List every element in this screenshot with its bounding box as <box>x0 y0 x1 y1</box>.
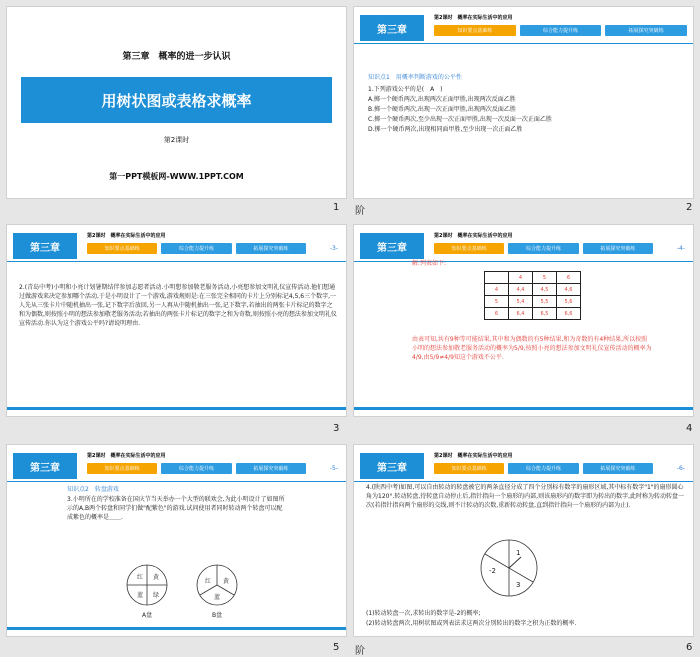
wheel-sector: -2 <box>489 567 496 575</box>
header-rule <box>7 261 346 262</box>
section-tabs <box>434 243 653 254</box>
header-rule <box>354 261 693 262</box>
table-cell: 5 <box>485 296 509 308</box>
slide-number-6: 6 <box>686 642 693 653</box>
tab-basic[interactable]: 知识要点基础练 <box>87 463 157 474</box>
tab-extend[interactable]: 拓展探究突破练 <box>605 25 687 36</box>
spinner-a-sector: 蓝 <box>137 592 144 599</box>
tab-basic[interactable]: 知识要点基础练 <box>434 463 504 474</box>
sub-question-2: (2)转动转盘两次,用树状图或列表法求这两次分别转出的数字之积为正数的概率. <box>366 620 577 627</box>
table-cell: 6,4 <box>509 308 533 320</box>
footer-rule <box>354 407 693 410</box>
lesson-subtitle: 第2课时 概率在实际生活中的应用 <box>434 15 513 21</box>
slide-header <box>354 233 693 259</box>
lesson-label: 第2课时 <box>163 136 190 144</box>
tab-improve[interactable]: 综合能力提升练 <box>161 243 231 254</box>
table-cell: 5 <box>533 272 557 284</box>
spinner-b-sector: 黄 <box>223 578 230 585</box>
section-tabs <box>434 25 687 36</box>
question-4: 4.(陕西中考)如图,可以自由转动的转盘被它的两条直径分成了四个分别标有数字的扇形区域,其中标有数字"1"的扇形圆心角为120°.转动转盘,待转盘自动停止后,指针指向一个扇形的内部,则该扇形内的数字即为转出的数字,此时称为转动转盘一次(若指针指向两个扇形的交线,则不计转动的次数,重新转动转盘,直到指针指向一个扇形的内部为止). <box>366 484 684 509</box>
slide-2[interactable] <box>353 6 694 199</box>
table-cell: 6,6 <box>557 308 581 320</box>
tab-extend[interactable]: 拓展探究突破练 <box>236 463 306 474</box>
wheel-sector: 3 <box>516 581 521 589</box>
slide-number-1: 1 <box>333 202 340 213</box>
wheel-figure <box>474 533 544 603</box>
page-indicator: -5- <box>329 465 338 472</box>
table-row <box>485 296 581 308</box>
tab-improve[interactable]: 综合能力提升练 <box>520 25 602 36</box>
section-tabs <box>87 463 306 474</box>
header-rule <box>354 43 693 44</box>
table-cell: 4,6 <box>557 284 581 296</box>
option-d: D.掷一个硬币两次,出现相同面甲胜,至少出现一次正面乙胜 <box>368 126 523 133</box>
table-cell: 6 <box>557 272 581 284</box>
lesson-subtitle: 第2课时 概率在实际生活中的应用 <box>87 233 166 239</box>
slide-header <box>7 233 346 259</box>
slide-5[interactable] <box>6 444 347 637</box>
tab-improve[interactable]: 综合能力提升练 <box>508 463 578 474</box>
option-c: C.掷一个硬币两次,至少出现一次正面甲胜,出现一次反面一次正面乙胜 <box>368 116 552 123</box>
solution-text: 由表可知,共有9种等可能结果,其中和为偶数的有5种结果,和为奇数的有4种结果,所以按照小明的想法参加敬老服务活动的概率为5/9,按照小亮的想法参加文明礼仪宣传活动的概率为4/9,由5/9≠4/9知这个游戏不公平. <box>412 336 652 361</box>
slide-number-5: 5 <box>333 642 340 653</box>
spinner-b-sector: 红 <box>205 578 212 585</box>
tab-extend[interactable]: 拓展探究突破练 <box>236 243 306 254</box>
question-2: 2.(青岛中考)小明和小亮计划暑期结伴参加志愿者活动.小明想参加敬老服务活动,小亮想参加文明礼仪宣传活动.他们想通过做游戏来决定参加哪个活动,于是小明设计了一个游戏,游戏规则是:在三张完全相同的卡片上分别标记4,5,6三个数字,一人先从三张卡片中随机抽出一张,记下数字后放回,另一人再从中随机抽出一张,记下数字,若抽出的两张卡片标记的数字之和为偶数,则按照小明的想法参加敬老服务活动;若抽出的两张卡片标记的数字之和为奇数,则按照小亮的想法参加文明礼仪宣传活动.你认为这个游戏公平吗?请说明理由. <box>19 284 337 327</box>
chapter-title: 第三章 概率的进一步认识 <box>122 52 231 62</box>
table-cell: 5,5 <box>533 296 557 308</box>
slide-header <box>354 15 693 41</box>
footer-rule <box>7 407 346 410</box>
slide-number-4: 4 <box>686 423 693 434</box>
knowledge-title: 知识点1 用概率判断游戏的公平性 <box>368 74 462 81</box>
lesson-subtitle: 第2课时 概率在实际生活中的应用 <box>87 453 166 459</box>
section-tabs <box>87 243 306 254</box>
header-rule <box>7 481 346 482</box>
table-cell: 4 <box>509 272 533 284</box>
chapter-badge: 第三章 <box>360 233 424 259</box>
section-tabs <box>434 463 653 474</box>
left-mark-6: 阶 <box>355 646 365 657</box>
table-row <box>485 308 581 320</box>
chapter-badge: 第三章 <box>360 15 424 41</box>
spinner-b-sector: 蓝 <box>214 594 221 601</box>
slide-4[interactable] <box>353 224 694 417</box>
spinner-figure <box>117 555 247 627</box>
table-cell <box>485 272 509 284</box>
slide-number-3: 3 <box>333 423 340 434</box>
solution-table <box>484 271 581 320</box>
slide-6[interactable] <box>353 444 694 637</box>
wheel-pointer <box>509 557 521 568</box>
tab-improve[interactable]: 综合能力提升练 <box>161 463 231 474</box>
option-a: A.掷一个硬币两次,出现两次正面甲胜,出现两次反面乙胜 <box>368 96 516 103</box>
page-indicator: -6- <box>676 465 685 472</box>
spinner-b-label: B盘 <box>212 612 223 619</box>
spinner-a-label: A盘 <box>142 612 153 619</box>
header-rule <box>354 481 693 482</box>
tab-basic[interactable]: 知识要点基础练 <box>434 25 516 36</box>
table-cell: 4,4 <box>509 284 533 296</box>
table-cell: 4,5 <box>533 284 557 296</box>
table-row <box>485 272 581 284</box>
tab-improve[interactable]: 综合能力提升练 <box>508 243 578 254</box>
spinner-a-sector: 黄 <box>153 574 160 581</box>
slide-header <box>354 453 693 479</box>
lesson-subtitle: 第2课时 概率在实际生活中的应用 <box>434 453 513 459</box>
site-label: 第一PPT模板网-WWW.1PPT.COM <box>109 172 244 181</box>
slide-3[interactable] <box>6 224 347 417</box>
lesson-subtitle: 第2课时 概率在实际生活中的应用 <box>434 233 513 239</box>
knowledge-title: 知识点2 转盘游戏 <box>67 486 119 493</box>
question-3: 3.小明所在的学校准备在国庆节当天举办一个大型的联欢会,为此小明设计了如图所示的A,B两个转盘和同学们做"配紫色"的游戏.试问使用者同时转动两个转盘可以配成紫色的概率是＿＿. <box>67 496 285 521</box>
footer-rule <box>7 627 346 630</box>
tab-extend[interactable]: 拓展探究突破练 <box>583 463 653 474</box>
tab-basic[interactable]: 知识要点基础练 <box>434 243 504 254</box>
chapter-badge: 第三章 <box>13 453 77 479</box>
spinner-a-sector: 绿 <box>153 592 160 599</box>
sub-question-1: (1)转动转盘一次,求转出的数字是-2的概率; <box>366 610 481 617</box>
page-indicator: -4- <box>676 245 685 252</box>
table-row <box>485 284 581 296</box>
tab-basic[interactable]: 知识要点基础练 <box>87 243 157 254</box>
chapter-badge: 第三章 <box>13 233 77 259</box>
page-indicator: -3- <box>329 245 338 252</box>
table-cell: 5,6 <box>557 296 581 308</box>
slide-number-2: 2 <box>686 202 693 213</box>
title-banner: 用树状图或表格求概率 <box>21 77 332 123</box>
left-mark-2: 阶 <box>355 206 365 217</box>
spinner-a-sector: 红 <box>137 574 144 581</box>
solution-intro: 解:列表如下: <box>412 260 447 267</box>
tab-extend[interactable]: 拓展探究突破练 <box>583 243 653 254</box>
chapter-badge: 第三章 <box>360 453 424 479</box>
table-cell: 6,5 <box>533 308 557 320</box>
option-b: B.掷一个硬币两次,出现一次正面甲胜,出现两次反面乙胜 <box>368 106 516 113</box>
table-cell: 5,4 <box>509 296 533 308</box>
slide-1[interactable] <box>6 6 347 199</box>
question-1: 1.下列游戏公平的是( A ) <box>368 86 443 93</box>
table-cell: 6 <box>485 308 509 320</box>
table-cell: 4 <box>485 284 509 296</box>
wheel-sector: 1 <box>516 549 521 557</box>
slide-header <box>7 453 346 479</box>
